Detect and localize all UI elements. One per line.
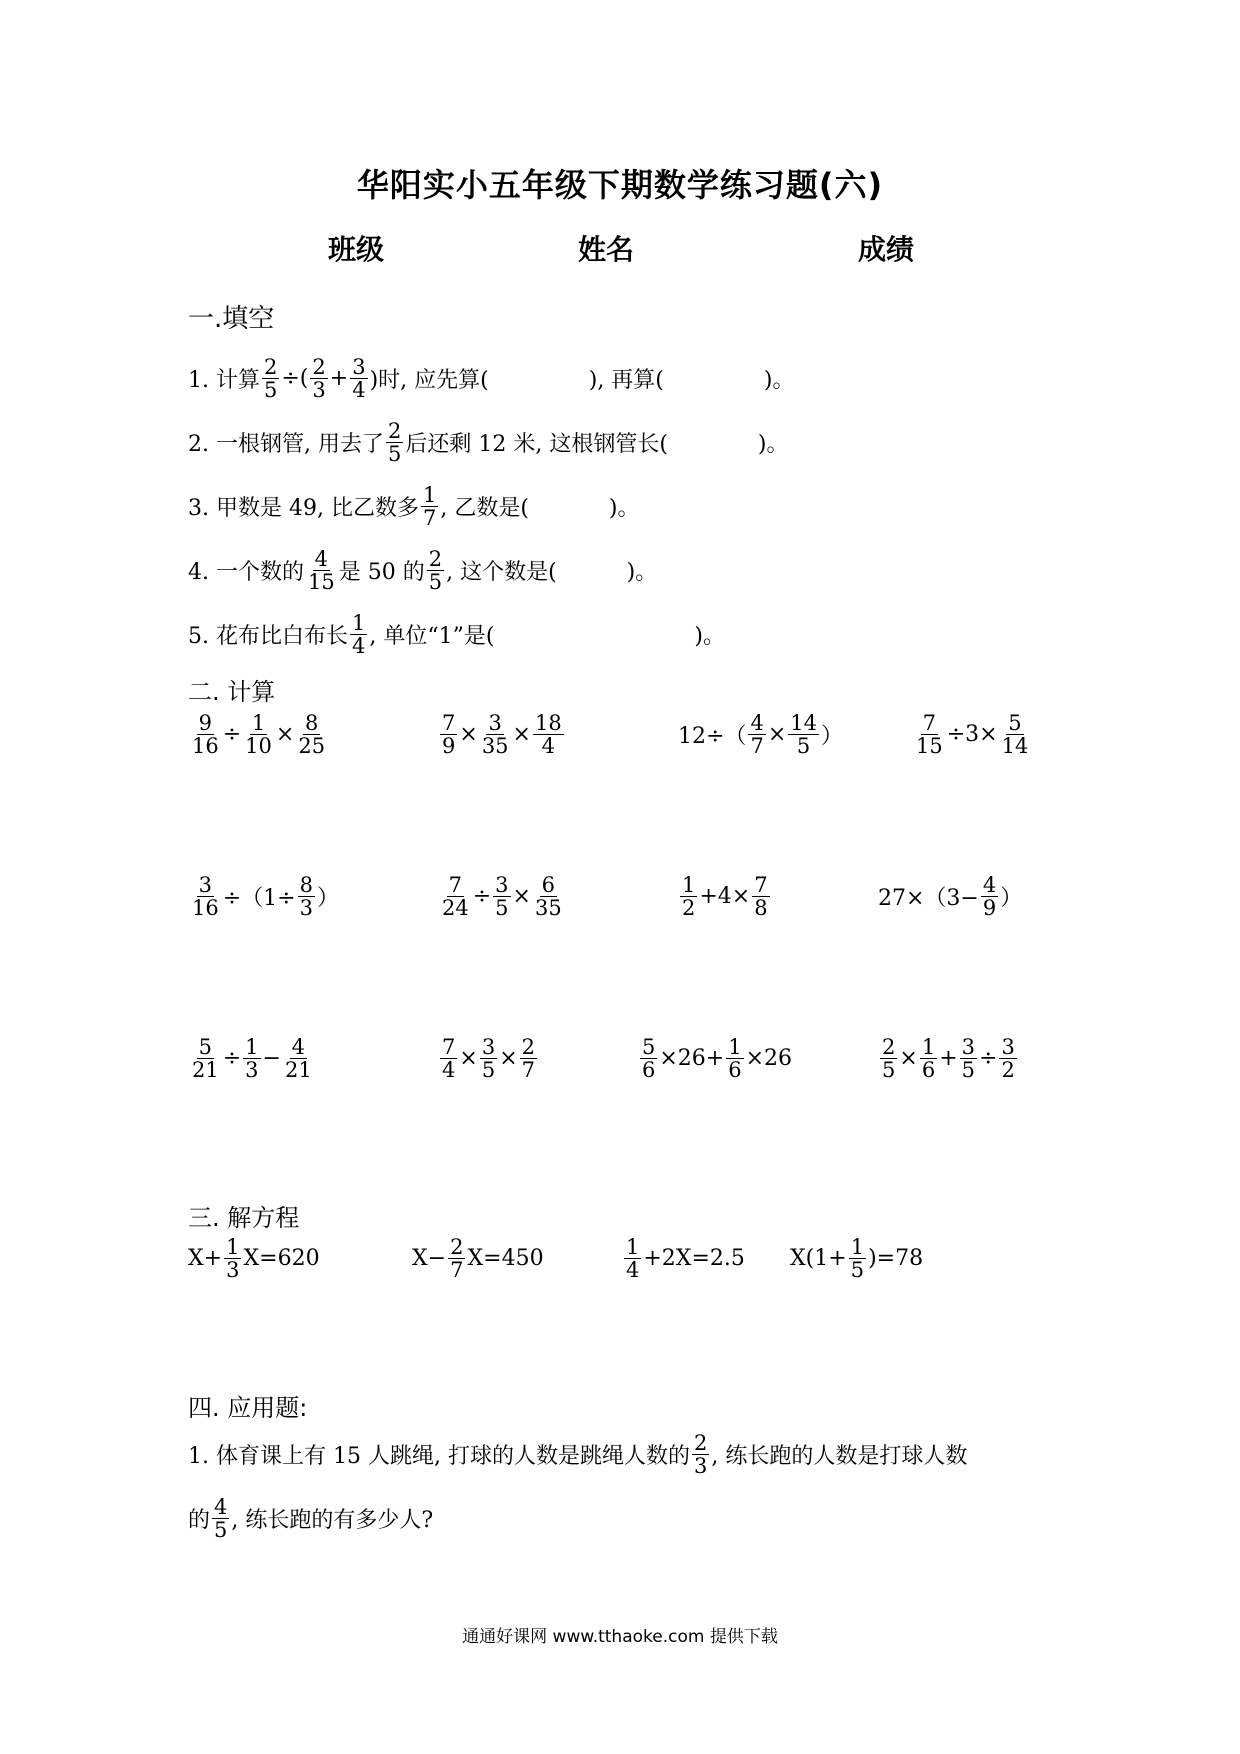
text: 1. 体育课上有 15 人跳绳, 打球的人数是跳绳人数的 <box>188 1444 690 1470</box>
text: 1. 计算 <box>188 368 260 394</box>
denominator: 5 <box>263 378 278 403</box>
class-label: 班级 <box>328 233 385 266</box>
fraction <box>533 712 564 757</box>
denominator: 4 <box>352 378 366 403</box>
text: 的 <box>188 1508 211 1534</box>
numerator: 18 <box>534 711 562 735</box>
fraction <box>640 1036 657 1081</box>
numerator: 1 <box>226 1235 240 1259</box>
fraction <box>520 1036 537 1081</box>
denominator: 6 <box>642 1058 656 1083</box>
numerator: 3 <box>198 873 213 897</box>
text: X=620 <box>243 1246 320 1272</box>
numerator: 1 <box>351 611 366 635</box>
operator: ÷ <box>222 1046 242 1072</box>
denominator: 7 <box>422 506 437 531</box>
denominator: 6 <box>728 1058 742 1083</box>
operator: ÷ <box>222 722 242 748</box>
text: X=450 <box>467 1246 544 1272</box>
fraction <box>190 1036 221 1081</box>
fill-question-2 <box>188 420 789 465</box>
denominator: 4 <box>541 734 556 759</box>
fill-question-4 <box>188 548 657 593</box>
numerator: 1 <box>921 1035 936 1059</box>
numerator: 14 <box>790 711 817 735</box>
fraction <box>212 1496 229 1541</box>
section-heading-calc: 二. 计算 <box>188 678 276 706</box>
fraction <box>480 712 511 757</box>
denominator: 4 <box>442 1058 456 1083</box>
operator: × <box>275 722 295 748</box>
denominator: 5 <box>850 1258 865 1283</box>
operator: ÷（1÷ <box>222 886 296 912</box>
numerator: 3 <box>495 873 509 897</box>
calc-item <box>678 712 843 757</box>
denominator: 21 <box>284 1058 312 1083</box>
operator: + <box>939 1046 958 1072</box>
operator: × <box>767 722 787 748</box>
numerator: 4 <box>982 873 997 897</box>
denominator: 5 <box>214 1518 228 1543</box>
text: ), 再算( <box>588 368 664 394</box>
operator: × <box>512 884 531 910</box>
numerator: 7 <box>922 711 937 735</box>
fraction <box>960 1036 977 1081</box>
text: )时, 应先算( <box>369 368 489 394</box>
denominator: 35 <box>481 734 509 759</box>
numerator: 2 <box>428 547 443 571</box>
text: ÷( <box>281 366 309 392</box>
text: )=78 <box>868 1246 924 1272</box>
fraction <box>1000 712 1031 757</box>
denominator: 3 <box>245 1058 259 1083</box>
numerator: 3 <box>961 1035 975 1059</box>
denominator: 14 <box>1001 734 1029 759</box>
fill-question-1 <box>188 356 794 401</box>
text: )。 <box>694 624 726 650</box>
numerator: 5 <box>642 1035 656 1059</box>
denominator: 2 <box>1001 1058 1015 1083</box>
numerator: 2 <box>693 1431 708 1455</box>
denominator: 2 <box>682 896 696 921</box>
operator: − <box>262 1046 281 1072</box>
fraction <box>440 1036 457 1081</box>
calc-item <box>188 1036 316 1081</box>
numerator: 2 <box>387 419 402 443</box>
numerator: 6 <box>541 873 556 897</box>
fraction <box>533 874 564 919</box>
equation-item <box>622 1236 745 1281</box>
denominator: 3 <box>312 378 326 403</box>
calc-item <box>678 874 772 919</box>
numerator: 7 <box>754 873 768 897</box>
operator: × <box>459 1046 478 1072</box>
fraction <box>748 712 765 757</box>
score-label: 成绩 <box>858 233 915 266</box>
numerator: 1 <box>245 1035 259 1059</box>
fill-question-3 <box>188 484 640 529</box>
page-title: 华阳实小五年级下期数学练习题(六) <box>356 166 884 204</box>
equation-item <box>188 1236 320 1281</box>
fraction <box>440 874 471 919</box>
numerator: 4 <box>214 1495 228 1519</box>
fraction <box>283 1036 314 1081</box>
fraction <box>788 712 819 757</box>
numerator: 5 <box>1008 711 1022 735</box>
denominator: 4 <box>626 1258 640 1283</box>
calc-item <box>912 712 1032 757</box>
text: 2. 一根钢管, 用去了 <box>188 432 384 458</box>
fraction <box>914 712 945 757</box>
denominator: 5 <box>387 442 402 467</box>
calc-item <box>638 1036 792 1081</box>
section-heading-apps: 四. 应用题: <box>188 1394 308 1422</box>
denominator: 15 <box>916 734 943 759</box>
fraction <box>296 712 327 757</box>
text: , 乙数是( <box>440 496 529 522</box>
fraction <box>243 1036 260 1081</box>
fraction <box>427 548 444 593</box>
fraction <box>310 356 327 401</box>
denominator: 24 <box>442 896 469 921</box>
fraction <box>224 1236 241 1281</box>
fraction <box>624 1236 641 1281</box>
text: X(1+ <box>790 1246 847 1272</box>
numerator: 1 <box>850 1235 865 1259</box>
fraction <box>999 1036 1016 1081</box>
numerator: 3 <box>1001 1035 1015 1059</box>
denominator: 5 <box>796 734 811 759</box>
calc-item <box>188 874 339 919</box>
numerator: 2 <box>521 1035 535 1059</box>
operator: +4× <box>699 884 751 910</box>
calc-item <box>438 1036 539 1081</box>
fraction <box>726 1036 743 1081</box>
text: X− <box>412 1246 447 1272</box>
text: )。 <box>608 496 640 522</box>
denominator: 9 <box>442 734 456 759</box>
text: 后还剩 12 米, 这根钢管长( <box>405 432 668 458</box>
numerator: 7 <box>448 873 463 897</box>
numerator: 4 <box>291 1035 306 1059</box>
denominator: 3 <box>299 896 313 921</box>
text: ） <box>820 724 843 750</box>
footer-source: 通通好课网 www.tthaoke.com 提供下载 <box>462 1627 778 1647</box>
denominator: 7 <box>450 1258 464 1283</box>
text: ） <box>1000 886 1023 912</box>
text: , 练长跑的人数是打球人数 <box>711 1444 968 1470</box>
text: , 练长跑的有多少人? <box>231 1508 434 1534</box>
text: )。 <box>757 432 789 458</box>
app-question-1-line1 <box>188 1432 967 1477</box>
numerator: 7 <box>442 1035 456 1059</box>
section-heading-equations: 三. 解方程 <box>188 1204 300 1232</box>
denominator: 16 <box>192 734 219 759</box>
fraction <box>480 1036 497 1081</box>
section-heading-fill: 一.填空 <box>188 304 275 334</box>
denominator: 16 <box>192 896 219 921</box>
fraction <box>190 712 221 757</box>
equation-item <box>412 1236 544 1281</box>
fraction <box>386 420 403 465</box>
fill-question-5 <box>188 612 725 657</box>
numerator: 1 <box>626 1235 640 1259</box>
text: X+ <box>188 1246 223 1272</box>
equation-item <box>790 1236 923 1281</box>
operator: ÷ <box>979 1046 998 1072</box>
fraction <box>493 874 510 919</box>
fraction <box>262 356 279 401</box>
numerator: 1 <box>682 873 696 897</box>
fraction <box>350 356 367 401</box>
calc-item <box>438 712 566 757</box>
numerator: 2 <box>450 1235 464 1259</box>
fraction <box>680 874 697 919</box>
text: , 单位“1”是( <box>369 624 495 650</box>
fraction <box>981 874 998 919</box>
operator: ÷ <box>472 884 492 910</box>
calc-item <box>878 874 1022 919</box>
operator: ×26 <box>745 1046 793 1072</box>
text: , 这个数是( <box>446 560 557 586</box>
denominator: 9 <box>982 896 997 921</box>
text: ） <box>316 886 339 912</box>
numerator: 8 <box>305 711 319 735</box>
denominator: 5 <box>481 1058 496 1083</box>
numerator: 9 <box>198 711 213 735</box>
text: 3. 甲数是 49, 比乙数多 <box>188 496 419 522</box>
numerator: 3 <box>352 355 366 379</box>
numerator: 1 <box>251 711 266 735</box>
operator: × <box>459 722 478 748</box>
text: 4. 一个数的 <box>188 560 304 586</box>
denominator: 21 <box>192 1058 219 1083</box>
fraction <box>692 1432 709 1477</box>
denominator: 35 <box>534 896 562 921</box>
operator: × <box>512 722 531 748</box>
text: )。 <box>626 560 658 586</box>
denominator: 8 <box>754 896 768 921</box>
text: 是 50 的 <box>338 560 425 586</box>
fraction <box>190 874 221 919</box>
operator: × <box>899 1046 918 1072</box>
numerator: 3 <box>481 1035 496 1059</box>
numerator: 2 <box>882 1035 896 1059</box>
numerator: 3 <box>488 711 502 735</box>
denominator: 3 <box>226 1258 240 1283</box>
denominator: 7 <box>750 734 764 759</box>
numerator: 4 <box>750 711 764 735</box>
calc-item <box>438 874 566 919</box>
text: 5. 花布比白布长 <box>188 624 348 650</box>
text: 12÷（ <box>678 724 747 750</box>
fraction <box>243 712 274 757</box>
numerator: 7 <box>442 711 456 735</box>
denominator: 25 <box>298 734 326 759</box>
fraction <box>880 1036 897 1081</box>
denominator: 7 <box>521 1058 535 1083</box>
fraction <box>306 548 337 593</box>
operator: ÷3× <box>946 722 998 748</box>
denominator: 15 <box>307 570 335 595</box>
denominator: 5 <box>882 1058 896 1083</box>
text: )。 <box>763 368 795 394</box>
fraction <box>298 874 315 919</box>
calc-item <box>188 712 329 757</box>
denominator: 5 <box>428 570 443 595</box>
numerator: 2 <box>312 355 326 379</box>
text: 27×（3− <box>878 886 979 912</box>
fraction <box>849 1236 866 1281</box>
operator: ×26+ <box>659 1046 725 1072</box>
app-question-1-line2 <box>188 1496 433 1541</box>
text: + <box>329 366 349 392</box>
fraction <box>448 1236 465 1281</box>
denominator: 10 <box>245 734 272 759</box>
denominator: 5 <box>961 1058 975 1083</box>
fraction <box>920 1036 937 1081</box>
operator: × <box>499 1046 518 1072</box>
numerator: 2 <box>263 355 278 379</box>
denominator: 4 <box>351 634 366 659</box>
numerator: 5 <box>198 1035 213 1059</box>
fraction <box>350 612 367 657</box>
denominator: 3 <box>693 1454 708 1479</box>
denominator: 5 <box>495 896 509 921</box>
denominator: 6 <box>921 1058 936 1083</box>
numerator: 4 <box>314 547 329 571</box>
fraction <box>752 874 769 919</box>
fraction <box>440 712 457 757</box>
numerator: 1 <box>422 483 437 507</box>
numerator: 8 <box>299 873 313 897</box>
fraction <box>421 484 438 529</box>
numerator: 1 <box>728 1035 742 1059</box>
calc-item <box>878 1036 1019 1081</box>
name-label: 姓名 <box>578 233 635 266</box>
text: +2X=2.5 <box>643 1246 745 1272</box>
